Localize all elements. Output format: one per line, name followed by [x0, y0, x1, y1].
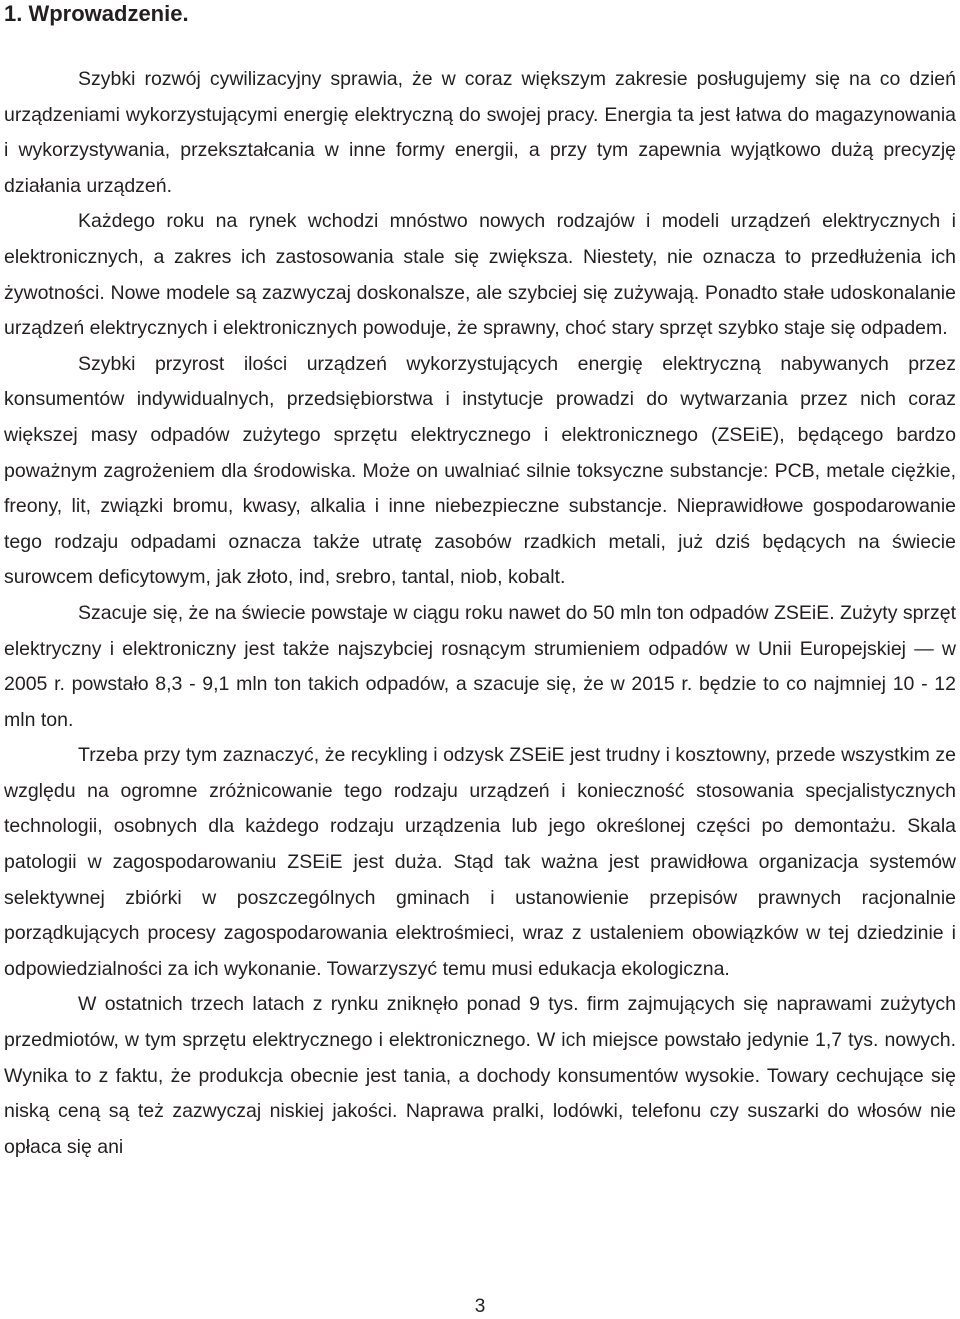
paragraph: Szybki rozwój cywilizacyjny sprawia, że w coraz większym zakresie posługujemy się na co dzień urządzeniami wykorzystującymi energię elektryczną do swojej pracy. Energia ta jest łatwa do magazynowania i wykorzystywania, przekształcania w inne formy energii, a przy tym zapewnia wyjątkowo dużą precyzję działania urządzeń. — [4, 68, 956, 197]
paragraph: Szacuje się, że na świecie powstaje w ciągu roku nawet do 50 mln ton odpadów ZSEiE. Zużyty sprzęt elektryczny i elektroniczny jest także najszybciej rosnącym strumieniem odpadów w Unii Europejskiej — w 2005 r. powstało 8,3 - 9,1 mln ton takich odpadów, a szacuje się, że w 2015 r. będzie to co najmniej 10 - 12 mln ton. — [4, 601, 956, 731]
section-heading: 1. Wprowadzenie. — [4, 1, 189, 26]
body-text — [4, 62, 956, 1165]
paragraph: Każdego roku na rynek wchodzi mnóstwo nowych rodzajów i modeli urządzeń elektrycznych i elektronicznych, a zakres ich zastosowania stale się zwiększa. Niestety, nie oznacza to przedłużenia ich żywotności. Nowe modele są zazwyczaj doskonalsze, ale szybciej się zużywają. Ponadto stałe udoskonalanie urządzeń elektrycznych i elektronicznych powoduje, że sprawny, choć stary sprzęt szybko staje się odpadem. — [4, 210, 956, 340]
page-number: 3 — [474, 1296, 486, 1317]
paragraph: W ostatnich trzech latach z rynku zniknęło ponad 9 tys. firm zajmujących się naprawami zużytych przedmiotów, w tym sprzętu elektrycznego i elektronicznego. W ich miejsce powstało jedynie 1,7 tys. nowych. Wynika to z faktu, że produkcja obecnie jest tania, a dochody konsumentów wysokie. Towary cechujące się niską ceną są też zazwyczaj niskiej jakości. Naprawa pralki, lodówki, telefonu czy suszarki do włosów nie opłaca się ani — [4, 993, 956, 1158]
paragraph: Trzeba przy tym zaznaczyć, że recykling i odzysk ZSEiE jest trudny i kosztowny, przede wszystkim ze względu na ogromne zróżnicowanie tego rodzaju urządzeń i konieczność stosowania specjalistycznych technologii, osobnych dla każdego rodzaju urządzenia lub jego określonej części po demontażu. Skala patologii w zagospodarowaniu ZSEiE jest duża. Stąd tak ważna jest prawidłowa organizacja systemów selektywnej zbiórki w poszczególnych gminach i ustanowienie przepisów prawnych racjonalnie porządkujących procesy zagospodarowania elektrośmieci, wraz z ustaleniem obowiązków w tej dziedzinie i odpowiedzialności za ich wykonanie. Towarzyszyć temu musi edukacja ekologiczna. — [4, 744, 956, 980]
paragraph: Szybki przyrost ilości urządzeń wykorzystujących energię elektryczną nabywanych przez konsumentów indywidualnych, przedsiębiorstwa i instytucje prowadzi do wytwarzania przez nich coraz większej masy odpadów zużytego sprzętu elektrycznego i elektronicznego (ZSEiE), będącego bardzo poważnym zagrożeniem dla środowiska. Może on uwalniać silnie toksyczne substancje: PCB, metale ciężkie, freony, lit, związki bromu, kwasy, alkalia i inne niebezpieczne substancje. Nieprawidłowe gospodarowanie tego rodzaju odpadami oznacza także utratę zasobów rzadkich metali, już dziś będących na świecie surowcem deficytowym, jak złoto, ind, srebro, tantal, niob, kobalt. — [4, 352, 956, 589]
